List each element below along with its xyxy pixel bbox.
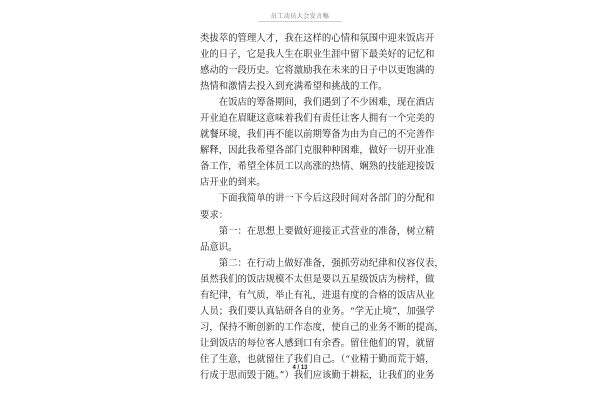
text-line: 第一：在思想上要做好迎接正式营业的准备，树立精 (200, 225, 435, 237)
text-line: 就餐环境，我们再不能以前期筹备为由为自己的不完善作 (200, 129, 435, 141)
text-line: 下面我简单的讲一下今后这段时间对各部门的分配和 (200, 193, 435, 205)
text-line: 感动的一段历史。它将激励我在未来的日子中以更饱满的 (200, 65, 435, 77)
text-line: 人员；我们要认真钻研各自的业务。“学无止境”，加强学 (200, 305, 435, 317)
page-number: 4 / 13 (292, 365, 308, 371)
text-line: 住了生意，也就留住了我们自己。（“业精于勤而荒于嬉， (200, 353, 435, 365)
text-line: 热情和激情去投入到充满希望和挑战的工作。 (200, 81, 388, 93)
text-line: 行成于思而毁于随。”）我们应该勤于耕耘，让我们的业务 (200, 369, 435, 381)
text-line: 解释，因此我希望各部门克服种种困难，做好一切开业准 (200, 145, 435, 157)
document-header: 员工动员大会发言稿 (270, 13, 330, 20)
document-body (200, 31, 444, 384)
text-line: 在饭店的筹备期间，我们遇到了不少困难，现在酒店 (200, 97, 435, 109)
text-line: 备工作，希望全体员工以高涨的热情、娴熟的技能迎接饭 (200, 161, 435, 173)
text-line: 类拔萃的管理人才，我在这样的心情和氛围中迎来饭店开 (200, 33, 435, 44)
text-line: 业的日子，它是我人生在职业生涯中留下最美好的记忆和 (200, 49, 435, 61)
text-line: 第二：在行动上做好准备，强抓劳动纪律和仪容仪表， (200, 257, 444, 269)
text-line: 开业迫在眉睫这意味着我们有责任让客人拥有一个完美的 (200, 113, 435, 125)
text-line: 店开业的到来。 (200, 177, 266, 189)
text-line: 让到饭店的每位客人感到口有余香。留住他们的胃，就留 (200, 337, 435, 349)
text-line: 习，保持不断创新的工作态度，使自己的业务不断的提高， (200, 321, 444, 333)
text-line: 要求： (200, 209, 229, 221)
text-line: 虽然我们的饭店规模不太但是要以五星级饭店为榜样，做 (200, 273, 435, 285)
text-line: 品意识。 (200, 241, 238, 253)
text-line: 有纪律，有气质，举止有礼，进退有度的合格的饭店从业 (200, 289, 435, 301)
header-divider (258, 21, 342, 22)
